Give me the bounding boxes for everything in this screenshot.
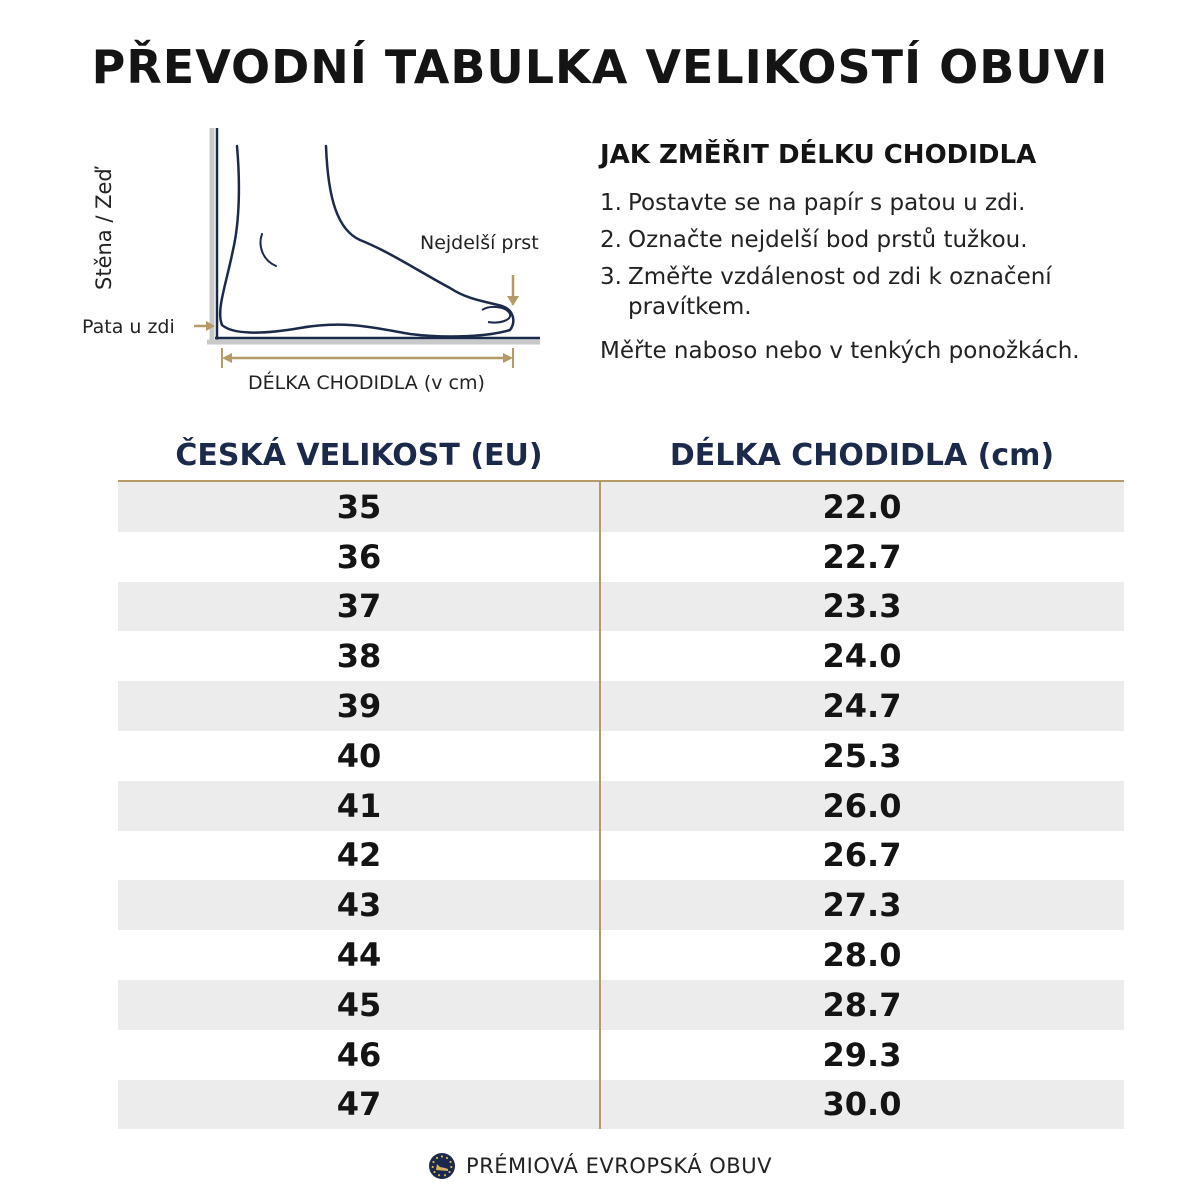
foot-length-cell: 22.7	[822, 537, 902, 576]
measure-note: Měřte naboso nebo v tenkých ponožkách.	[600, 338, 1080, 364]
table-body	[118, 482, 1124, 1129]
eu-size-cell: 45	[336, 985, 382, 1024]
step-number: 1.	[600, 190, 622, 216]
eu-size-cell: 44	[336, 936, 382, 975]
foot-measure-diagram	[70, 120, 570, 410]
step-number: 2.	[600, 227, 622, 253]
foot-illustration	[70, 120, 570, 410]
foot-length-cell: 25.3	[822, 736, 902, 775]
foot-length-cell: 23.3	[822, 587, 902, 626]
foot-length-cell: 26.0	[822, 786, 902, 825]
table-row	[118, 1080, 1124, 1130]
foot-length-cell: 24.0	[822, 637, 902, 676]
eu-size-cell: 35	[336, 487, 382, 526]
table-row	[118, 681, 1124, 731]
step-number: 3.	[600, 264, 622, 290]
step-text: Označte nejdelší bod prstů tužkou.	[628, 227, 1028, 253]
table-row	[118, 482, 1124, 532]
toe-label: Nejdelší prst	[420, 232, 539, 254]
eu-size-cell: 37	[336, 587, 382, 626]
foot-length-cell: 29.3	[822, 1035, 902, 1074]
instructions-title: JAK ZMĚŘIT DÉLKU CHODIDLA	[600, 140, 1037, 170]
measure-instructions	[600, 140, 1160, 364]
header-foot-length: DÉLKA CHODIDLA (cm)	[669, 437, 1055, 473]
column-divider	[599, 482, 601, 1129]
header-eu-size: ČESKÁ VELIKOST (EU)	[175, 437, 543, 473]
foot-length-cell: 26.7	[822, 836, 902, 875]
eu-size-cell: 46	[336, 1035, 382, 1074]
table-row	[118, 582, 1124, 632]
table-header	[118, 430, 1124, 480]
foot-length-cell: 28.0	[822, 936, 902, 975]
eu-size-cell: 40	[336, 736, 382, 775]
instructions-steps	[600, 188, 1160, 322]
wall-label: Stěna / Zeď	[92, 168, 116, 290]
foot-length-cell: 28.7	[822, 985, 902, 1024]
foot-length-cell: 24.7	[822, 687, 902, 726]
heel-label: Pata u zdi	[82, 316, 175, 338]
table-row	[118, 930, 1124, 980]
table-row	[118, 631, 1124, 681]
table-row	[118, 532, 1124, 582]
eu-size-cell: 43	[336, 886, 382, 925]
table-row	[118, 980, 1124, 1030]
eu-size-cell: 38	[336, 637, 382, 676]
table-row	[118, 831, 1124, 881]
step-item	[600, 225, 1160, 255]
table-row	[118, 1030, 1124, 1080]
table-row	[118, 781, 1124, 831]
shoe-badge-icon	[428, 1152, 456, 1180]
eu-size-cell: 39	[336, 687, 382, 726]
eu-size-cell: 41	[336, 786, 382, 825]
size-table	[118, 430, 1124, 1129]
page-title: PŘEVODNÍ TABULKA VELIKOSTÍ OBUVI	[91, 40, 1109, 94]
footer	[0, 1152, 1200, 1180]
step-text: Postavte se na papír s patou u zdi.	[628, 190, 1026, 216]
length-label: DÉLKA CHODIDLA (v cm)	[248, 372, 485, 394]
eu-size-cell: 42	[336, 836, 382, 875]
foot-length-cell: 30.0	[822, 1085, 902, 1124]
table-row	[118, 880, 1124, 930]
step-item	[600, 262, 1160, 322]
foot-length-cell: 27.3	[822, 886, 902, 925]
eu-size-cell: 47	[336, 1085, 382, 1124]
step-text: Změřte vzdálenost od zdi k označení pravítkem.	[628, 264, 1052, 320]
table-row	[118, 731, 1124, 781]
foot-length-cell: 22.0	[822, 487, 902, 526]
footer-text: PRÉMIOVÁ EVROPSKÁ OBUV	[466, 1154, 772, 1178]
step-item	[600, 188, 1160, 218]
eu-size-cell: 36	[336, 537, 382, 576]
